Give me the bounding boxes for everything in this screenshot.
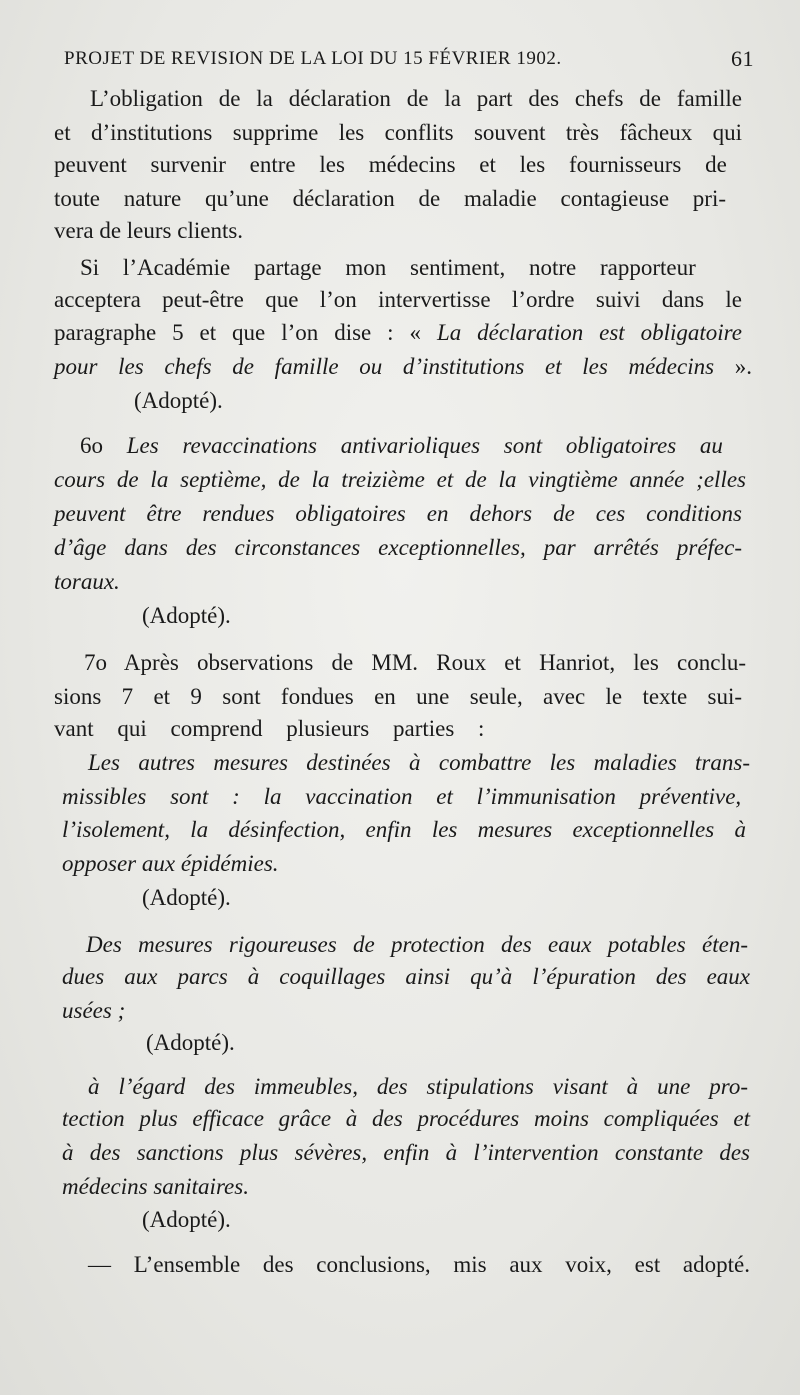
text-line: [62, 996, 125, 1026]
text-line: [62, 1138, 750, 1168]
line-text: sions 7 et 9 sont fondues en une seule, avec le texte sui-: [54, 684, 742, 709]
text-line: [62, 782, 741, 812]
line-text: toraux.: [54, 569, 120, 594]
adopte-note: [142, 883, 231, 913]
running-title: PROJET DE REVISION DE LA LOI DU 15 FÉVRIER 1902.: [64, 48, 562, 69]
line-text: médecins sanitaires.: [62, 1174, 249, 1199]
line-italic-tail: La déclaration est obligatoire: [436, 320, 742, 345]
text-line: [88, 748, 750, 778]
line-text: (Adopté).: [142, 1207, 231, 1232]
text-line: [62, 815, 746, 845]
line-text: vera de leurs clients.: [54, 218, 244, 243]
line-text: à l’égard des immeubles, des stipulations visant à une pro-: [88, 1074, 748, 1099]
line-text: (Adopté).: [142, 603, 231, 628]
text-line: [54, 533, 742, 563]
text-line: [54, 682, 742, 712]
line-text: usées ;: [62, 998, 126, 1023]
text-line: [88, 1072, 748, 1102]
text-line: [54, 318, 742, 348]
text-line: [54, 352, 752, 382]
line-roman-tail: ».: [714, 354, 752, 379]
line-text: acceptera peut-être que l’on intervertisse l’ordre suivi dans le: [54, 287, 742, 312]
text-line: [80, 253, 696, 283]
adopte-note: [142, 1205, 231, 1235]
text-line: [62, 849, 279, 879]
adopte-note: [134, 386, 223, 416]
text-line: [54, 118, 742, 148]
running-header: [64, 44, 754, 74]
line-text: l’isolement, la désinfection, enfin les mesures exceptionnelles à: [62, 817, 746, 842]
text-line: [54, 216, 243, 246]
text-line: [54, 285, 742, 315]
line-text: et d’institutions supprime les conflits souvent très fâcheux qui: [54, 120, 742, 145]
text-line: [88, 1250, 750, 1280]
text-line: [84, 648, 746, 678]
text-line: [62, 1172, 249, 1202]
text-line: [62, 962, 750, 992]
text-line: [54, 499, 742, 529]
line-text: opposer aux épidémies.: [62, 851, 279, 876]
text-line: [62, 1104, 750, 1134]
line-text: Les autres mesures destinées à combattre les maladies trans-: [88, 750, 750, 775]
line-text: tection plus efficace grâce à des procédures moins compliquées et: [62, 1106, 750, 1131]
line-text: à des sanctions plus sévères, enfin à l’intervention constante des: [62, 1140, 750, 1165]
line-text: vant qui comprend plusieurs parties :: [54, 716, 485, 741]
adopte-note: [142, 601, 231, 631]
text-line: [54, 465, 746, 495]
line-text: toute nature qu’une déclaration de maladie contagieuse pri-: [54, 186, 727, 211]
text-line: [54, 150, 727, 180]
page-number: 61: [731, 46, 754, 71]
text-line: [80, 431, 723, 461]
text-line: [54, 567, 120, 597]
line-text: Si l’Académie partage mon sentiment, notre rapporteur: [80, 255, 696, 280]
line-text: 7o Après observations de MM. Roux et Hanriot, les conclu-: [84, 650, 746, 675]
line-text: — L’ensemble des conclusions, mis aux voix, est adopté.: [88, 1252, 750, 1277]
line-text: cours de la septième, de la treizième et de la vingtième année ;elles: [54, 467, 746, 492]
text-line: [90, 84, 742, 114]
line-text: dues aux parcs à coquillages ainsi qu’à l’épuration des eaux: [62, 964, 750, 989]
line-text: (Adopté).: [134, 388, 223, 413]
line-italic-tail: Les revaccinations antivarioliques sont obligatoires au: [126, 433, 723, 458]
text-line: [54, 184, 726, 214]
line-text: d’âge dans des circonstances exceptionnelles, par arrêtés préfec-: [54, 535, 742, 560]
adopte-note: [146, 1028, 235, 1058]
line-text: (Adopté).: [142, 885, 231, 910]
line-text: L’obligation de la déclaration de la part des chefs de famille: [90, 86, 742, 111]
line-text: 6o: [80, 433, 127, 458]
line-text: paragraphe 5 et que l’on dise : «: [54, 320, 437, 345]
line-text: Des mesures rigoureuses de protection des eaux potables éten-: [86, 932, 748, 957]
line-text: missibles sont : la vaccination et l’immunisation préventive,: [62, 784, 742, 809]
line-text: peuvent être rendues obligatoires en dehors de ces conditions: [54, 501, 742, 526]
text-line: [54, 714, 484, 744]
line-text: pour les chefs de famille ou d’institutions et les médecins: [54, 354, 715, 379]
line-text: peuvent survenir entre les médecins et les fournisseurs de: [54, 152, 727, 177]
text-line: [86, 930, 748, 960]
line-text: (Adopté).: [146, 1030, 235, 1055]
